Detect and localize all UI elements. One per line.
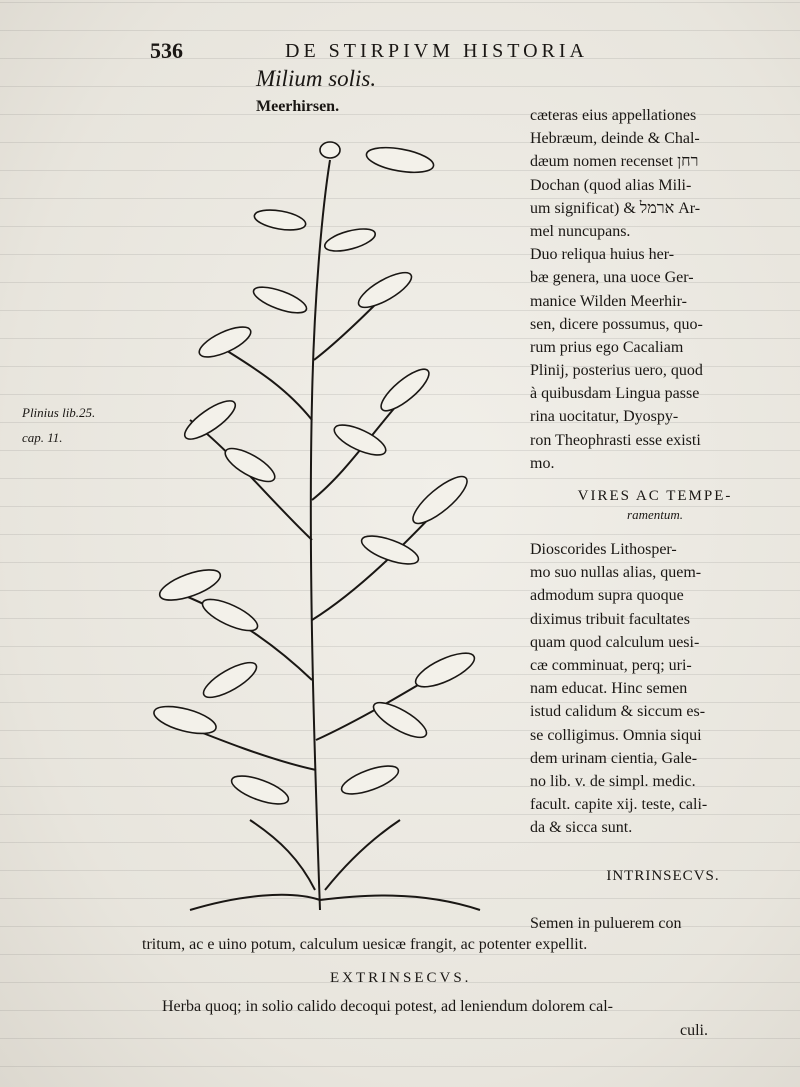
text-line: admodum supra quoque bbox=[530, 587, 684, 605]
text-line: Plinij, posterius uero, quod bbox=[530, 362, 703, 380]
text-column-3 bbox=[530, 912, 758, 935]
text-column-2 bbox=[530, 538, 758, 839]
text-line: sen, dicere possumus, quo- bbox=[530, 315, 703, 333]
text-line: no lib. v. de simpl. medic. bbox=[530, 772, 696, 790]
heading-text: VIRES AC TEMPE- bbox=[577, 488, 733, 504]
full-width-line: Herba quoq; in solio calido decoqui potest, ad leniendum dolorem cal- bbox=[162, 998, 613, 1015]
margin-note-line: cap. 11. bbox=[22, 430, 63, 445]
text-line: à quibusdam Lingua passe bbox=[530, 385, 700, 403]
text-line: bæ genera, una uoce Ger- bbox=[530, 269, 694, 287]
margin-note bbox=[22, 400, 95, 450]
full-width-line: culi. bbox=[680, 1022, 708, 1039]
plant-german-name: Meerhirsen. bbox=[256, 98, 340, 115]
text-line: Semen in puluerem con bbox=[530, 915, 682, 932]
text-line: mel nuncupans. bbox=[530, 222, 631, 240]
text-line: nam educat. Hinc semen bbox=[530, 680, 688, 698]
heading-subtext: ramentum. bbox=[627, 507, 683, 522]
plant-latin-name: Milium solis. bbox=[256, 66, 377, 91]
page-header bbox=[150, 38, 650, 68]
section-heading-extrinsecus: EXTRINSECVS. bbox=[330, 970, 472, 986]
text-line: Duo reliqua huius her- bbox=[530, 246, 675, 264]
section-heading-intrinsecus: INTRINSECVS. bbox=[606, 868, 720, 884]
text-line: dæum nomen recenset רחן bbox=[530, 153, 699, 171]
text-line: istud calidum & siccum es- bbox=[530, 703, 706, 721]
text-line: ron Theophrasti esse existi bbox=[530, 431, 701, 449]
text-line: rum prius ego Cacaliam bbox=[530, 338, 684, 356]
text-line: mo suo nullas alias, quem- bbox=[530, 564, 702, 582]
text-line: da & sicca sunt. bbox=[530, 819, 633, 837]
text-line: dem urinam cientia, Gale- bbox=[530, 749, 698, 767]
text-line: facult. capite xij. teste, cali- bbox=[530, 796, 708, 814]
page-number: 536 bbox=[150, 38, 183, 63]
running-head: DE STIRPIVM HISTORIA bbox=[285, 40, 588, 62]
text-line: se colligimus. Omnia siqui bbox=[530, 726, 702, 744]
text-line: diximus tribuit facultates bbox=[530, 610, 690, 628]
text-line: cæteras eius appellationes bbox=[530, 107, 697, 124]
text-line: mo. bbox=[530, 454, 555, 472]
margin-note-line: Plinius lib.25. bbox=[22, 405, 96, 420]
text-line: Dochan (quod alias Mili- bbox=[530, 176, 692, 194]
text-line: rina uocitatur, Dyospy- bbox=[530, 408, 679, 426]
text-column-1 bbox=[530, 104, 758, 475]
text-line: manice Wilden Meerhir- bbox=[530, 292, 687, 310]
text-line: cæ comminuat, perq; uri- bbox=[530, 656, 692, 674]
text-line: um significat) & ארמל Ar- bbox=[530, 199, 701, 217]
text-line: Dioscorides Lithosper- bbox=[530, 541, 677, 558]
full-width-line: tritum, ac e uino potum, calculum uesicæ frangit, ac potenter expellit. bbox=[142, 936, 588, 953]
text-line: quam quod calculum uesi- bbox=[530, 633, 700, 651]
section-heading-vires bbox=[540, 488, 770, 523]
text-line: Hebræum, deinde & Chal- bbox=[530, 130, 700, 148]
woodcut-plant-icon bbox=[130, 120, 510, 920]
